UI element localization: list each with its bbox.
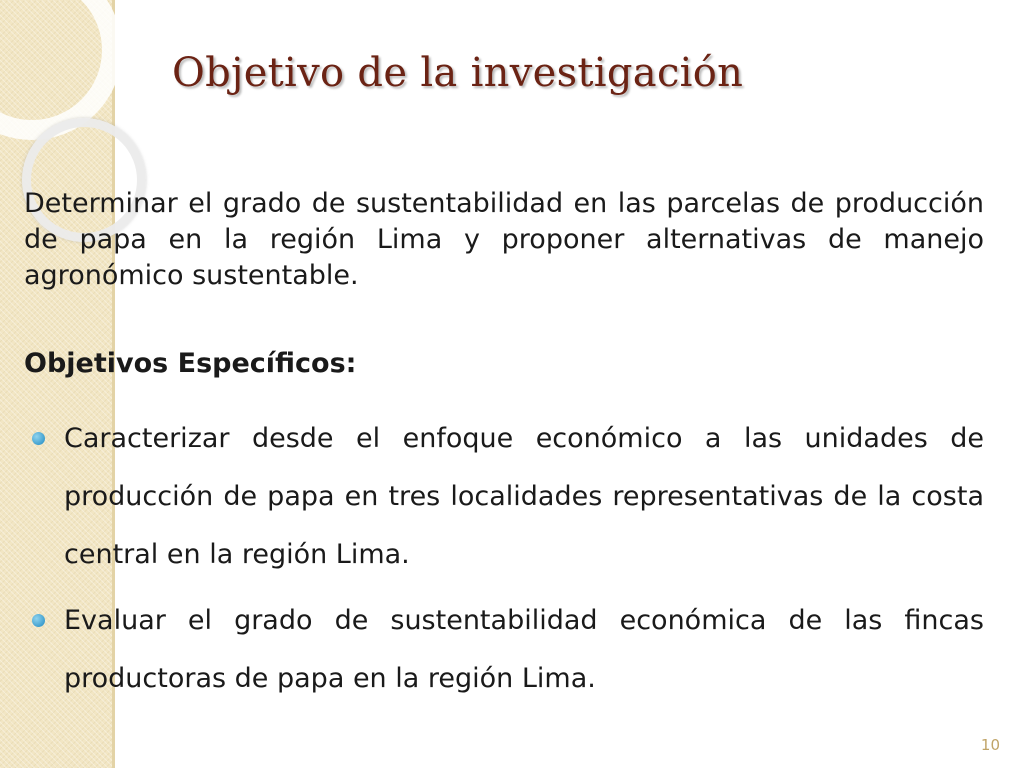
bullet-text: Evaluar el grado de sustentabilidad económica de las fincas productoras de papa en la región Lima. [64,605,984,694]
specific-objectives-list [24,410,984,716]
list-item [24,592,984,708]
bullet-text: Caracterizar desde el enfoque económico a las unidades de producción de papa en tres localidades representativas de la costa central en la región Lima. [64,423,984,570]
bullet-dot-icon [32,614,45,627]
specific-objectives-heading: Objetivos Específicos: [24,348,357,379]
slide-title: Objetivo de la investigación [172,50,744,96]
bullet-dot-icon [32,432,45,445]
page-number: 10 [980,736,1000,754]
general-objective-text: Determinar el grado de sustentabilidad en las parcelas de producción de papa en la región Lima y proponer alternativas de manejo agronómico sustentable. [24,188,984,291]
list-item [24,410,984,584]
